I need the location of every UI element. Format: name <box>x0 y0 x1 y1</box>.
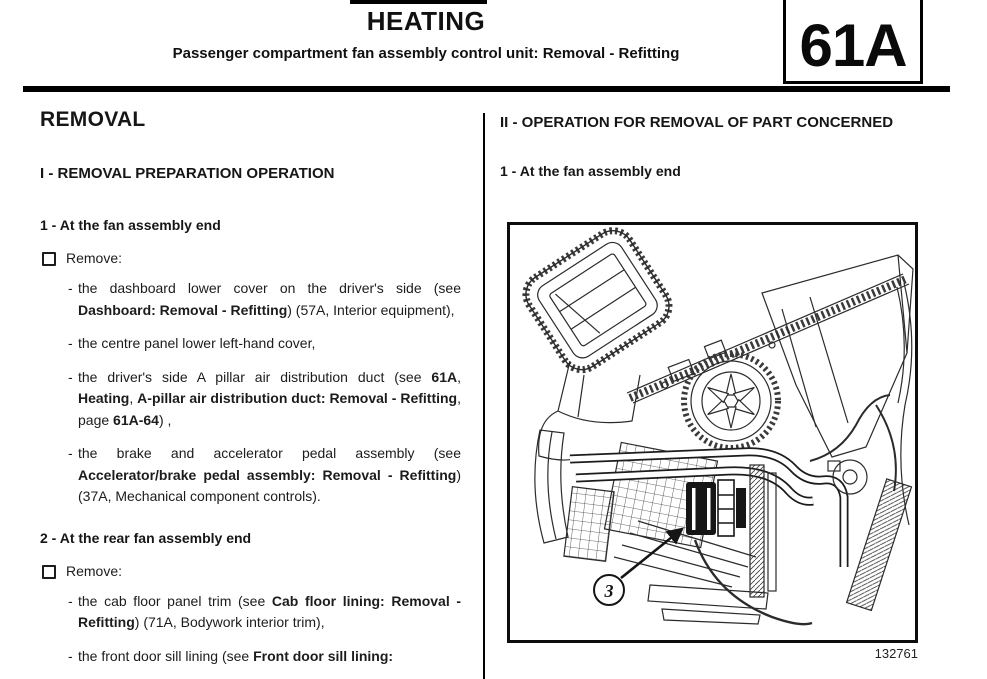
page-subtitle: Passenger compartment fan assembly control unit: Removal - Refitting <box>172 45 680 62</box>
dash-marker: - <box>68 445 73 461</box>
column-divider <box>483 113 485 679</box>
lower-left-panel <box>535 430 568 543</box>
actuator <box>833 460 867 494</box>
list-item <box>68 367 461 432</box>
mounting-rail <box>750 465 764 597</box>
gasket-strip <box>630 279 906 398</box>
list-item-text: the dashboard lower cover on the driver's side (see Dashboard: Removal - Refitting) (57A, Interior equipment), <box>78 280 461 318</box>
intake-neck <box>558 361 640 423</box>
left-column <box>40 108 461 667</box>
section-code-box <box>783 0 923 84</box>
top-edge-artifact <box>350 0 487 4</box>
list-item <box>68 333 461 355</box>
list-item <box>68 443 461 508</box>
list-item-text: the brake and accelerator pedal assembly (see Accelerator/brake pedal assembly: Removal - Refitting) (37A, Mechanical component controls). <box>78 445 461 504</box>
blower-fan <box>684 354 778 448</box>
list-item-text: the driver's side A pillar air distribution duct (see 61A, Heating, A-pillar air distribution duct: Removal - Refitting, page 61A-64) , <box>78 368 461 428</box>
list-item <box>68 591 461 634</box>
page-title: HEATING <box>366 6 486 36</box>
list-item <box>68 278 461 321</box>
dash-marker: - <box>68 592 73 609</box>
list-item <box>68 646 461 668</box>
section-1-heading: I - REMOVAL PREPARATION OPERATION <box>40 165 335 182</box>
subsection-1-heading-right: 1 - At the fan assembly end <box>500 163 681 179</box>
figure-number: 132761 <box>874 646 918 661</box>
remove-list-header-2 <box>40 563 461 579</box>
header-rule <box>23 86 950 92</box>
intake-duct <box>518 225 676 377</box>
remove-label: Remove: <box>66 562 123 579</box>
figure-fan-assembly-diagram <box>507 222 918 643</box>
side-bracket <box>847 479 912 611</box>
fan-assembly-line-drawing <box>510 225 915 640</box>
checkbox-icon <box>42 565 56 579</box>
callout-3-label: 3 <box>604 581 614 601</box>
removal-heading: REMOVAL <box>40 108 146 131</box>
section-code: 61A <box>799 12 907 79</box>
subsection-1-heading: 1 - At the fan assembly end <box>40 217 221 233</box>
checkbox-icon <box>42 252 56 266</box>
dash-marker: - <box>68 280 73 296</box>
dash-marker: - <box>68 335 73 351</box>
remove-label: Remove: <box>66 250 123 266</box>
section-2-heading: II - OPERATION FOR REMOVAL OF PART CONCERNED <box>500 114 894 131</box>
right-column <box>500 108 896 179</box>
list-item-text: the centre panel lower left-hand cover, <box>78 335 316 351</box>
dash-marker: - <box>68 368 73 385</box>
subsection-2-heading: 2 - At the rear fan assembly end <box>40 529 252 546</box>
fan-control-unit <box>686 480 746 536</box>
remove-list-header-1 <box>40 250 461 266</box>
list-item-text: the cab floor panel trim (see Cab floor lining: Removal - Refitting) (71A, Bodywork interior trim), <box>78 592 462 630</box>
dash-marker: - <box>68 647 73 664</box>
list-item-text: the front door sill lining (see Front door sill lining: <box>78 647 394 664</box>
